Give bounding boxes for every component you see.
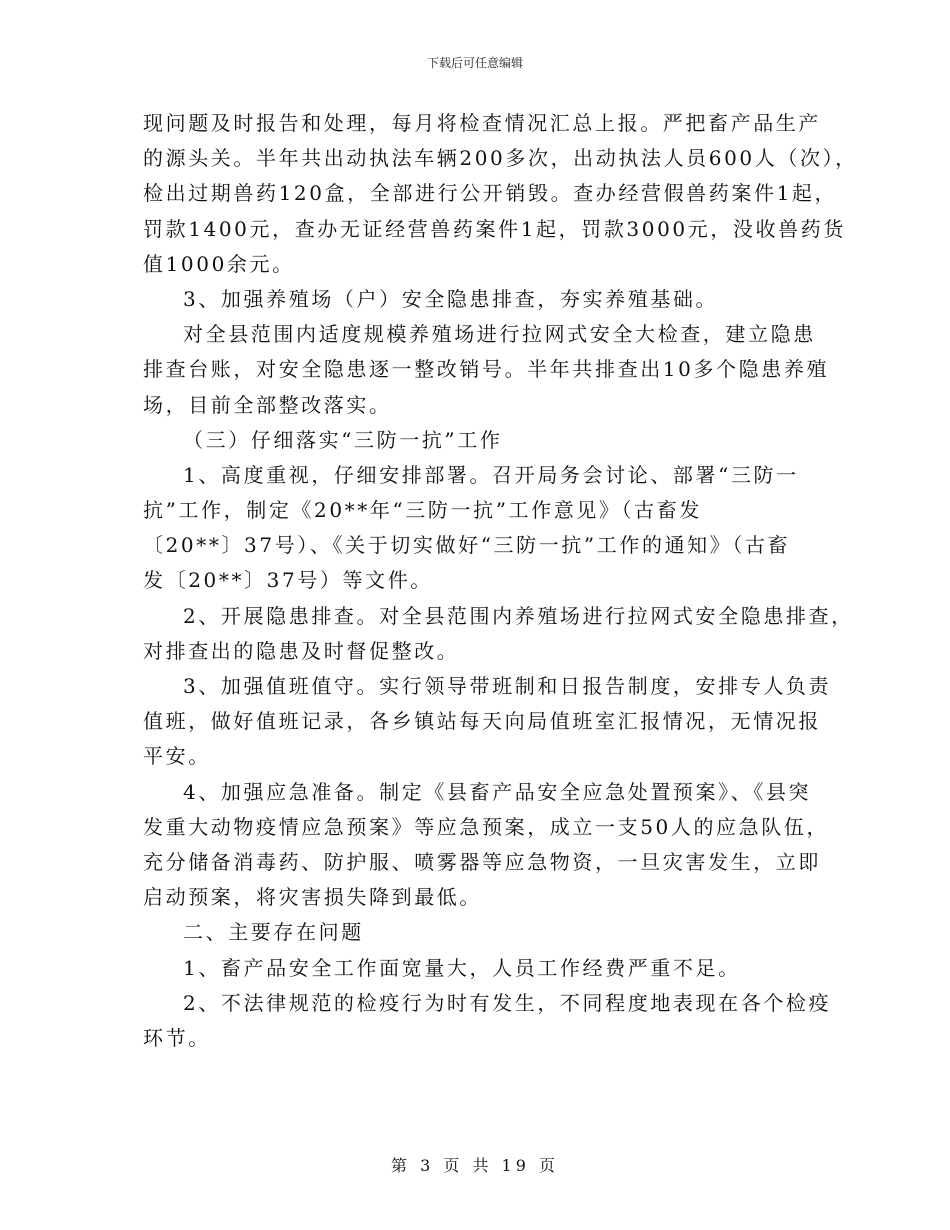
text-line: （三）仔细落实“三防一抗”工作 [183,427,503,452]
text-line: 的源头关。半年共出动执法车辆200多次，出动执法人员600人（次）， [143,146,858,171]
text-line: 1、高度重视，仔细安排部署。召开局务会讨论、部署“三防一 [183,462,799,487]
text-line: 检出过期兽药120盒，全部进行公开销毁。查办经营假兽药案件1起， [143,181,838,206]
document-body [143,106,858,1056]
text-line: 2、不法律规范的检疫行为时有发生，不同程度地表现在各个检疫 [183,990,832,1015]
text-line: 2、开展隐患排查。对全县范围内养殖场进行拉网式安全隐患排查， [183,603,854,628]
text-line: 发〔20**〕37号）等文件。 [143,568,433,593]
text-line: 启动预案，将灾害损失降到最低。 [143,885,482,910]
text-line: 排查台账，对安全隐患逐一整改销号。半年共排查出10多个隐患养殖 [143,357,830,382]
text-line: 值班，做好值班记录，各乡镇站每天向局值班室汇报情况，无情况报 [143,709,821,734]
text-line: 现问题及时报告和处理，每月将检查情况汇总上报。严把畜产品生产 [143,111,821,135]
page-header: 下载后可任意编辑 [426,56,523,70]
text-line: 场，目前全部整改落实。 [143,392,392,417]
text-line: 充分储备消毒药、防护服、喷雾器等应急物资，一旦灾害发生，立即 [143,849,821,874]
text-line: 对全县范围内适度规模养殖场进行拉网式安全大检查，建立隐患 [183,322,816,347]
text-line: 3、加强养殖场（户）安全隐患排查，夯实养殖基础。 [183,286,719,311]
text-line: 发重大动物疫情应急预案》等应急预案，成立一支50人的应急队伍， [143,814,830,839]
text-line: 值1000余元。 [143,251,295,276]
text-line: 罚款1400元，查办无证经营兽药案件1起，罚款3000元，没收兽药货 [143,216,846,241]
text-line: 3、加强值班值守。实行领导带班制和日报告制度，安排专人负责 [183,674,832,698]
text-line: 1、畜产品安全工作面宽量大，人员工作经费严重不足。 [183,955,741,980]
text-line: 抗”工作，制定《20**年“三防一抗”工作意见》（古畜发 [143,498,702,523]
text-line: 环节。 [143,1025,211,1050]
text-line: 4、加强应急准备。制定《县畜产品安全应急处置预案》、《县突 [183,779,812,804]
text-line: 对排查出的隐患及时督促整改。 [143,638,460,663]
text-line: 二、主要存在问题 [183,920,364,945]
page-footer: 第 3 页 共 19 页 [391,1156,559,1175]
text-line: 平安。 [143,744,211,769]
text-line: 〔20**〕37号）、《关于切实做好“三防一抗”工作的通知》（古畜 [143,533,791,558]
